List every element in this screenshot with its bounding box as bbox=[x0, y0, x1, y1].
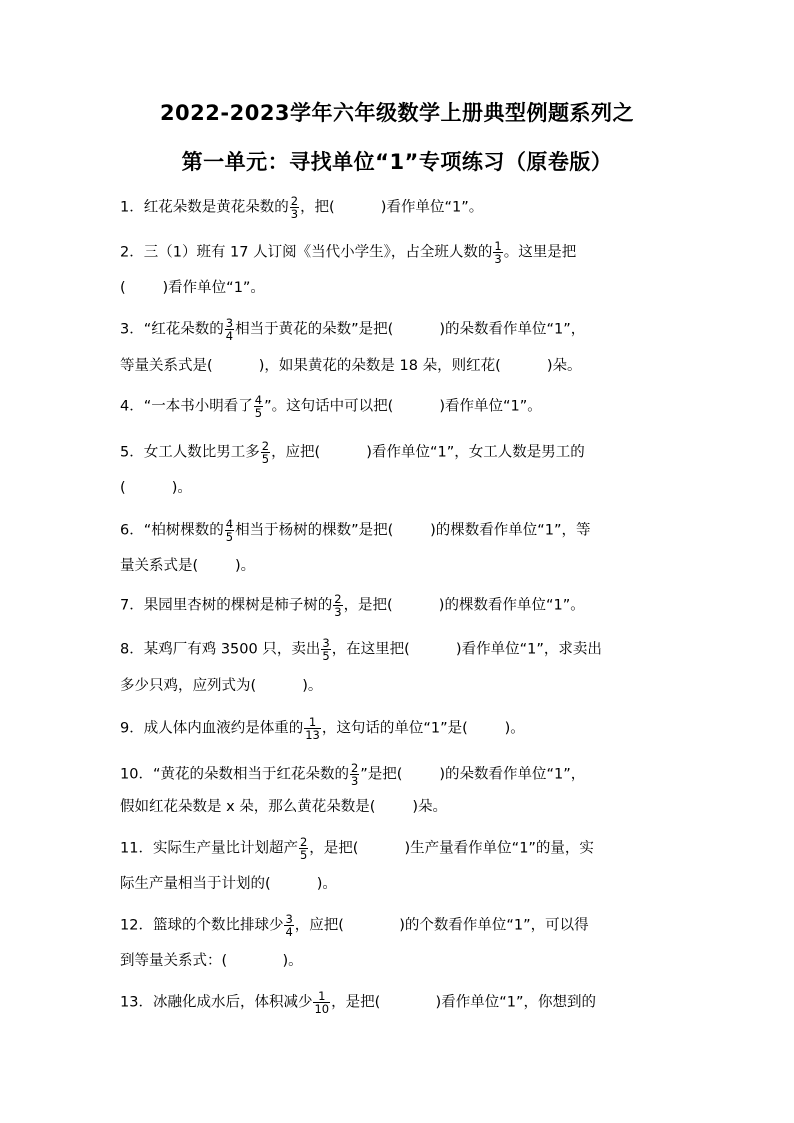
exercise-text: ，是把( )的棵数看作单位“1”。 bbox=[343, 597, 585, 614]
exercise-text: 9．成人体内血液约是体重的 bbox=[120, 720, 304, 737]
fraction bbox=[290, 195, 299, 220]
fraction-denominator: 3 bbox=[494, 252, 502, 266]
exercise-text: 多少只鸡，应列式为( )。 bbox=[120, 678, 323, 694]
exercise-line bbox=[120, 913, 589, 938]
exercise-text: 4．“一本书小明看了 bbox=[120, 398, 253, 415]
fraction bbox=[350, 762, 359, 787]
fraction-numerator: 2 bbox=[261, 439, 270, 453]
exercise-text: 相当于黄花的朵数”是把( )的朵数看作单位“1”， bbox=[235, 321, 586, 338]
exercise-text: ，把( )看作单位“1”。 bbox=[300, 199, 484, 216]
exercise-line bbox=[120, 394, 542, 419]
fraction bbox=[225, 317, 234, 342]
exercise-line bbox=[120, 716, 525, 741]
fraction-denominator: 3 bbox=[334, 605, 342, 619]
exercise-text: 8．某鸡厂有鸡 3500 只，卖出 bbox=[120, 641, 321, 658]
document-title-line-1: 2022-2023学年六年级数学上册典型例题系列之 bbox=[159, 101, 635, 125]
fraction-numerator: 3 bbox=[285, 912, 293, 926]
exercise-text: ”。这句话中可以把( )看作单位“1”。 bbox=[264, 398, 542, 415]
fraction-denominator: 4 bbox=[225, 329, 234, 343]
exercise-text: 等量关系式是( )，如果黄花的朵数是 18 朵，则红花( )朵。 bbox=[120, 358, 582, 374]
exercise-text: 到等量关系式：( )。 bbox=[120, 953, 303, 969]
exercise-line bbox=[120, 518, 591, 543]
exercise-line bbox=[120, 556, 255, 576]
fraction-numerator: 1 bbox=[494, 239, 502, 253]
exercise-line bbox=[120, 195, 483, 220]
exercise-line bbox=[120, 356, 581, 376]
fraction bbox=[333, 593, 342, 618]
fraction-denominator: 5 bbox=[299, 848, 308, 862]
exercise-line bbox=[120, 762, 585, 787]
exercise-line bbox=[120, 951, 303, 971]
exercise-line bbox=[120, 593, 585, 618]
exercise-line bbox=[120, 240, 576, 265]
fraction-numerator: 1 bbox=[308, 715, 317, 729]
exercise-text: 量关系式是( )。 bbox=[120, 558, 256, 574]
fraction-numerator: 4 bbox=[254, 393, 263, 407]
exercise-line bbox=[120, 836, 594, 861]
fraction-denominator: 4 bbox=[285, 925, 293, 939]
exercise-text: 10．“黄花的朵数相当于红花朵数的 bbox=[120, 766, 349, 783]
exercise-text: ( )。 bbox=[120, 480, 192, 496]
exercise-text: 11．实际生产量比计划超产 bbox=[120, 840, 298, 857]
fraction-denominator: 13 bbox=[305, 728, 320, 742]
exercise-line bbox=[120, 874, 337, 894]
exercise-text: 12．篮球的个数比排球少 bbox=[120, 917, 284, 934]
fraction bbox=[254, 394, 263, 419]
fraction-numerator: 3 bbox=[225, 316, 234, 330]
exercise-text: 际生产量相当于计划的( )。 bbox=[120, 876, 337, 892]
exercise-line bbox=[120, 278, 265, 298]
exercise-text: ，是把( )生产量看作单位“1”的量，实 bbox=[309, 840, 594, 857]
exercise-text: ( )看作单位“1”。 bbox=[120, 280, 265, 296]
exercise-text: ”是把( )的朵数看作单位“1”， bbox=[360, 766, 586, 783]
fraction-numerator: 2 bbox=[290, 194, 299, 208]
fraction-denominator: 5 bbox=[254, 406, 263, 420]
exercise-text: 1．红花朵数是黄花朵数的 bbox=[120, 199, 289, 216]
fraction bbox=[225, 518, 234, 543]
exercise-text: 。这里是把 bbox=[503, 244, 577, 261]
exercise-text: 5．女工人数比男工多 bbox=[120, 444, 260, 461]
exercise-text: 相当于杨树的棵数”是把( )的棵数看作单位“1”，等 bbox=[235, 522, 591, 539]
fraction bbox=[493, 240, 502, 265]
fraction-denominator: 5 bbox=[322, 649, 330, 663]
exercise-text: 假如红花朵数是 x 朵，那么黄花朵数是( )朵。 bbox=[120, 799, 447, 815]
exercise-text: ，是把( )看作单位“1”，你想到的 bbox=[331, 994, 596, 1011]
exercise-text: 2．三（1）班有 17 人订阅《当代小学生》，占全班人数的 bbox=[120, 244, 493, 261]
exercise-text: 6．“柏树棵数的 bbox=[120, 522, 224, 539]
exercise-text: 13．冰融化成水后，体积减少 bbox=[120, 994, 313, 1011]
fraction-numerator: 1 bbox=[318, 989, 326, 1003]
exercise-text: ，应把( )看作单位“1”，女工人数是男工的 bbox=[271, 444, 585, 461]
exercise-text: 3．“红花朵数的 bbox=[120, 321, 224, 338]
exercise-line bbox=[120, 478, 192, 498]
fraction bbox=[321, 637, 330, 662]
fraction-numerator: 2 bbox=[334, 592, 342, 606]
exercise-line bbox=[120, 637, 602, 662]
fraction bbox=[299, 836, 308, 861]
fraction bbox=[284, 913, 293, 938]
fraction-numerator: 3 bbox=[322, 636, 330, 650]
fraction-denominator: 10 bbox=[314, 1002, 330, 1016]
fraction bbox=[304, 716, 321, 741]
fraction-denominator: 5 bbox=[225, 530, 234, 544]
fraction-denominator: 3 bbox=[290, 207, 299, 221]
fraction-numerator: 2 bbox=[299, 835, 308, 849]
exercise-text: ，这句话的单位“1”是( )。 bbox=[321, 720, 525, 737]
fraction-denominator: 5 bbox=[261, 452, 270, 466]
exercise-line bbox=[120, 676, 322, 696]
exercise-text: ，应把( )的个数看作单位“1”，可以得 bbox=[294, 917, 589, 934]
document-title-line-2: 第一单元：寻找单位“1”专项练习（原卷版） bbox=[181, 150, 613, 174]
exercise-line bbox=[120, 990, 596, 1015]
fraction-numerator: 4 bbox=[225, 517, 234, 531]
exercise-line bbox=[120, 440, 585, 465]
fraction bbox=[261, 440, 270, 465]
exercise-line bbox=[120, 317, 585, 342]
exercise-text: 7．果园里杏树的棵树是柿子树的 bbox=[120, 597, 333, 614]
exercise-text: ，在这里把( )看作单位“1”，求卖出 bbox=[331, 641, 602, 658]
fraction-numerator: 2 bbox=[350, 761, 359, 775]
fraction-denominator: 3 bbox=[350, 774, 359, 788]
exercise-line bbox=[120, 797, 447, 817]
fraction bbox=[313, 990, 330, 1015]
